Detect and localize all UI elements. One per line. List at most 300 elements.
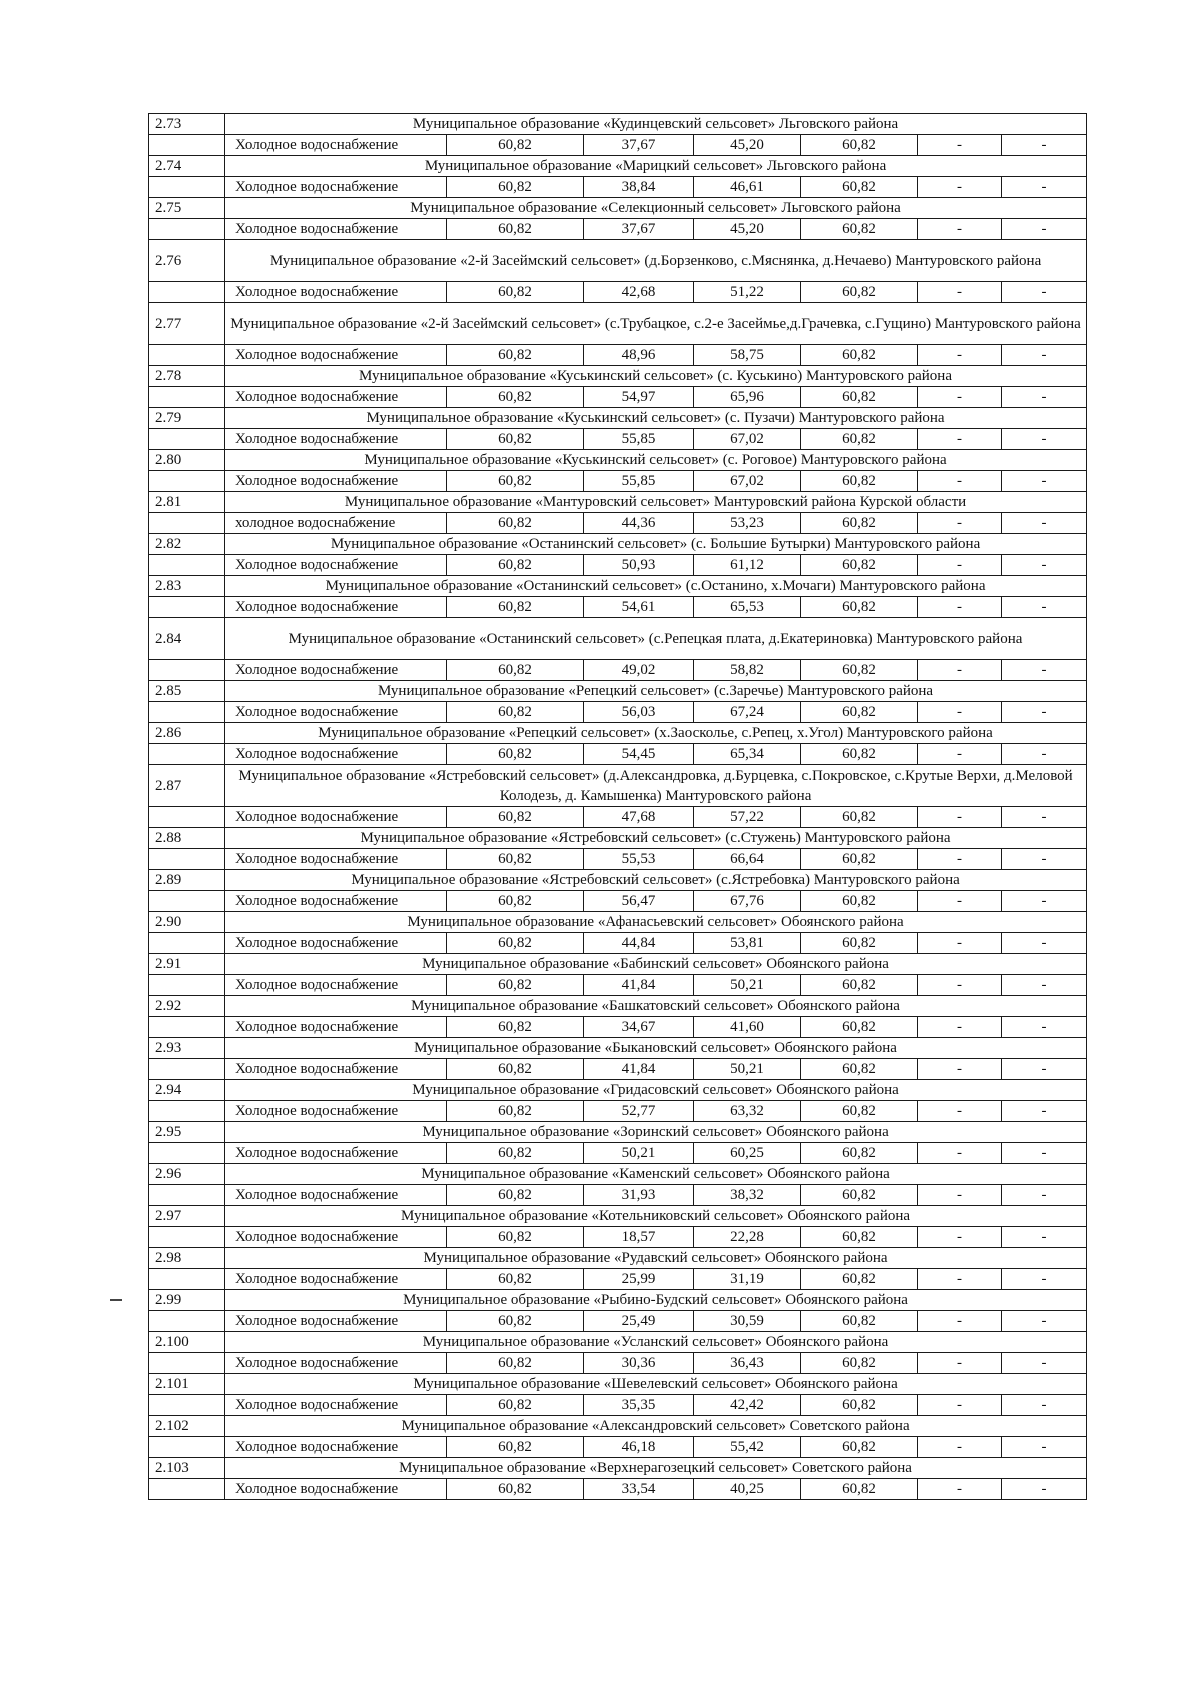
service-name: Холодное водоснабжение (225, 744, 447, 765)
tariff-value: - (918, 282, 1002, 303)
tariff-value: - (918, 975, 1002, 996)
service-row (149, 282, 1087, 303)
tariff-value: - (1002, 1143, 1087, 1164)
tariff-value: - (1002, 1227, 1087, 1248)
tariff-value: 65,34 (694, 744, 801, 765)
tariff-value: - (1002, 1311, 1087, 1332)
tariff-value: - (918, 1269, 1002, 1290)
municipality-title: Муниципальное образование «Куськинский сельсовет» (с. Куськино) Мантуровского района (225, 366, 1087, 387)
row-number-blank (149, 1395, 225, 1416)
tariff-value: 56,47 (584, 891, 694, 912)
tariff-value: - (918, 1311, 1002, 1332)
tariff-value: - (918, 744, 1002, 765)
municipality-row (149, 1290, 1087, 1311)
service-row (149, 429, 1087, 450)
tariff-value: 60,82 (447, 1185, 584, 1206)
tariff-value: 60,82 (801, 702, 918, 723)
row-number: 2.97 (149, 1206, 225, 1227)
tariff-value: 60,82 (447, 597, 584, 618)
tariff-value: 60,82 (801, 1227, 918, 1248)
service-name: Холодное водоснабжение (225, 849, 447, 870)
service-row (149, 471, 1087, 492)
tariff-value: 41,84 (584, 975, 694, 996)
tariff-value: 25,99 (584, 1269, 694, 1290)
service-row (149, 807, 1087, 828)
row-number-blank (149, 744, 225, 765)
row-number: 2.96 (149, 1164, 225, 1185)
row-number-blank (149, 219, 225, 240)
municipality-row (149, 1206, 1087, 1227)
tariff-value: 45,20 (694, 135, 801, 156)
tariff-value: - (918, 219, 1002, 240)
row-number: 2.86 (149, 723, 225, 744)
municipality-title: Муниципальное образование «Ястребовский сельсовет» (с.Ястребовка) Мантуровского района (225, 870, 1087, 891)
tariff-value: 42,68 (584, 282, 694, 303)
row-number: 2.90 (149, 912, 225, 933)
tariff-value: - (918, 1437, 1002, 1458)
row-number-blank (149, 345, 225, 366)
tariff-value: 41,84 (584, 1059, 694, 1080)
tariff-value: - (1002, 471, 1087, 492)
tariff-value: 60,82 (447, 975, 584, 996)
tariff-value: 60,82 (801, 1143, 918, 1164)
tariff-value: 60,82 (801, 429, 918, 450)
tariff-value: 35,35 (584, 1395, 694, 1416)
service-name: Холодное водоснабжение (225, 429, 447, 450)
tariff-value: 60,82 (801, 219, 918, 240)
row-number-blank (149, 1143, 225, 1164)
municipality-row (149, 870, 1087, 891)
service-name: Холодное водоснабжение (225, 702, 447, 723)
tariff-value: 67,76 (694, 891, 801, 912)
row-number: 2.103 (149, 1458, 225, 1479)
tariff-value: - (918, 1101, 1002, 1122)
service-row (149, 933, 1087, 954)
tariff-value: 34,67 (584, 1017, 694, 1038)
row-number: 2.78 (149, 366, 225, 387)
tariff-value: - (1002, 387, 1087, 408)
municipality-title: Муниципальное образование «Ястребовский сельсовет» (д.Александровка, д.Бурцевка, с.Покровское, с.Крутые Верхи, д.Меловой Колодезь, д. Камышенка) Мантуровского района (225, 765, 1087, 807)
tariff-value: 55,85 (584, 429, 694, 450)
service-row (149, 387, 1087, 408)
tariff-value: 60,82 (447, 429, 584, 450)
municipality-title: Муниципальное образование «Быкановский сельсовет» Обоянского района (225, 1038, 1087, 1059)
row-number-blank (149, 1479, 225, 1500)
tariff-value: 37,67 (584, 135, 694, 156)
row-number: 2.84 (149, 618, 225, 660)
tariff-value: 60,82 (801, 282, 918, 303)
tariff-value: - (918, 555, 1002, 576)
tariff-value: 60,82 (447, 135, 584, 156)
tariff-value: 60,82 (447, 1395, 584, 1416)
tariff-value: 60,82 (801, 135, 918, 156)
row-number-blank (149, 1311, 225, 1332)
tariff-value: 60,82 (447, 702, 584, 723)
service-row (149, 1437, 1087, 1458)
municipality-title: Муниципальное образование «Селекционный сельсовет» Льговского района (225, 198, 1087, 219)
service-row (149, 849, 1087, 870)
tariff-value: 60,82 (447, 933, 584, 954)
tariff-value: 53,81 (694, 933, 801, 954)
tariff-value: 40,25 (694, 1479, 801, 1500)
tariff-value: 60,25 (694, 1143, 801, 1164)
tariff-value: 60,82 (801, 1395, 918, 1416)
tariff-value: - (918, 1185, 1002, 1206)
tariff-value: - (918, 1395, 1002, 1416)
row-number-blank (149, 975, 225, 996)
tariff-value: 60,82 (801, 744, 918, 765)
row-number-blank (149, 429, 225, 450)
tariff-value: - (1002, 849, 1087, 870)
tariff-value: - (918, 660, 1002, 681)
service-row (149, 744, 1087, 765)
service-name: Холодное водоснабжение (225, 1437, 447, 1458)
municipality-row (149, 828, 1087, 849)
tariff-value: 50,21 (584, 1143, 694, 1164)
tariff-value: 54,45 (584, 744, 694, 765)
service-name: Холодное водоснабжение (225, 1311, 447, 1332)
tariff-value: 60,82 (447, 1479, 584, 1500)
tariff-value: 60,82 (447, 555, 584, 576)
tariff-value: 51,22 (694, 282, 801, 303)
municipality-title: Муниципальное образование «Башкатовский сельсовет» Обоянского района (225, 996, 1087, 1017)
row-number-blank (149, 933, 225, 954)
tariff-table-page (148, 113, 1086, 1500)
service-row (149, 1479, 1087, 1500)
row-number-blank (149, 1227, 225, 1248)
municipality-row (149, 1164, 1087, 1185)
row-number: 2.99 (149, 1290, 225, 1311)
tariff-value: 49,02 (584, 660, 694, 681)
row-number: 2.77 (149, 303, 225, 345)
municipality-row (149, 1248, 1087, 1269)
tariff-value: - (1002, 1017, 1087, 1038)
row-number-blank (149, 1059, 225, 1080)
tariff-value: 60,82 (447, 660, 584, 681)
row-number-blank (149, 555, 225, 576)
row-number: 2.98 (149, 1248, 225, 1269)
service-name: Холодное водоснабжение (225, 555, 447, 576)
tariff-value: 60,82 (801, 177, 918, 198)
municipality-row (149, 114, 1087, 135)
tariff-value: - (918, 849, 1002, 870)
municipality-row (149, 681, 1087, 702)
row-number-blank (149, 177, 225, 198)
municipality-title: Муниципальное образование «Куськинский сельсовет» (с. Пузачи) Мантуровского района (225, 408, 1087, 429)
tariff-value: 31,93 (584, 1185, 694, 1206)
row-number: 2.91 (149, 954, 225, 975)
tariff-value: 60,82 (447, 282, 584, 303)
row-number-blank (149, 1101, 225, 1122)
service-name: Холодное водоснабжение (225, 471, 447, 492)
tariff-value: 33,54 (584, 1479, 694, 1500)
tariff-value: 60,82 (447, 1269, 584, 1290)
tariff-value: 55,53 (584, 849, 694, 870)
tariff-value: 47,68 (584, 807, 694, 828)
tariff-value: 60,82 (447, 1311, 584, 1332)
row-number-blank (149, 1353, 225, 1374)
tariff-value: 60,82 (801, 849, 918, 870)
tariff-value: 60,82 (447, 1353, 584, 1374)
tariff-value: 36,43 (694, 1353, 801, 1374)
service-row (149, 555, 1087, 576)
tariff-table (148, 113, 1087, 1500)
tariff-value: 60,82 (447, 471, 584, 492)
row-number-blank (149, 387, 225, 408)
municipality-row (149, 1332, 1087, 1353)
tariff-value: - (918, 345, 1002, 366)
service-row (149, 597, 1087, 618)
row-number-blank (149, 660, 225, 681)
tariff-value: - (1002, 702, 1087, 723)
tariff-value: - (918, 1227, 1002, 1248)
municipality-title: Муниципальное образование «Кудинцевский сельсовет» Льговского района (225, 114, 1087, 135)
tariff-value: 60,82 (447, 891, 584, 912)
tariff-value: 60,82 (801, 345, 918, 366)
row-number-blank (149, 513, 225, 534)
tariff-value: - (918, 1059, 1002, 1080)
service-name: Холодное водоснабжение (225, 933, 447, 954)
municipality-title: Муниципальное образование «Рудавский сельсовет» Обоянского района (225, 1248, 1087, 1269)
municipality-row (149, 240, 1087, 282)
tariff-value: 60,82 (447, 177, 584, 198)
municipality-row (149, 723, 1087, 744)
municipality-row (149, 618, 1087, 660)
service-name: Холодное водоснабжение (225, 1017, 447, 1038)
tariff-value: 55,85 (584, 471, 694, 492)
row-number: 2.102 (149, 1416, 225, 1437)
service-row (149, 660, 1087, 681)
service-name: Холодное водоснабжение (225, 1353, 447, 1374)
service-name: Холодное водоснабжение (225, 1269, 447, 1290)
tariff-value: - (918, 597, 1002, 618)
service-name: Холодное водоснабжение (225, 1059, 447, 1080)
tariff-value: - (1002, 429, 1087, 450)
tariff-value: 60,82 (447, 387, 584, 408)
service-name: Холодное водоснабжение (225, 135, 447, 156)
row-number: 2.87 (149, 765, 225, 807)
tariff-value: 57,22 (694, 807, 801, 828)
row-number-blank (149, 282, 225, 303)
tariff-value: 56,03 (584, 702, 694, 723)
tariff-value: - (1002, 1353, 1087, 1374)
tariff-value: - (1002, 513, 1087, 534)
municipality-title: Муниципальное образование «Зоринский сельсовет» Обоянского района (225, 1122, 1087, 1143)
service-row (149, 513, 1087, 534)
service-row (149, 345, 1087, 366)
row-number-blank (149, 807, 225, 828)
tariff-value: 30,59 (694, 1311, 801, 1332)
service-name: Холодное водоснабжение (225, 807, 447, 828)
tariff-value: 42,42 (694, 1395, 801, 1416)
service-name: Холодное водоснабжение (225, 387, 447, 408)
service-row (149, 1017, 1087, 1038)
row-number-blank (149, 471, 225, 492)
service-name: Холодное водоснабжение (225, 1143, 447, 1164)
municipality-title: Муниципальное образование «Марицкий сельсовет» Льговского района (225, 156, 1087, 177)
row-number-blank (149, 597, 225, 618)
service-row (149, 1353, 1087, 1374)
municipality-title: Муниципальное образование «2-й Засеймский сельсовет» (с.Трубацкое, с.2-е Засеймье,д.Грачевка, с.Гущино) Мантуровского района (225, 303, 1087, 345)
tariff-value: - (1002, 933, 1087, 954)
municipality-row (149, 1458, 1087, 1479)
municipality-row (149, 366, 1087, 387)
municipality-title: Муниципальное образование «Останинский сельсовет» (с.Репецкая плата, д.Екатериновка) Мантуровского района (225, 618, 1087, 660)
tariff-value: 60,82 (801, 933, 918, 954)
tariff-value: 67,02 (694, 429, 801, 450)
tariff-value: - (1002, 975, 1087, 996)
tariff-table-body (149, 114, 1087, 1500)
tariff-value: 45,20 (694, 219, 801, 240)
municipality-row (149, 1374, 1087, 1395)
tariff-value: - (918, 1017, 1002, 1038)
row-number-blank (149, 1437, 225, 1458)
tariff-value: 60,82 (801, 807, 918, 828)
municipality-row (149, 492, 1087, 513)
service-name: Холодное водоснабжение (225, 219, 447, 240)
tariff-value: - (918, 1353, 1002, 1374)
tariff-value: - (1002, 555, 1087, 576)
municipality-row (149, 1122, 1087, 1143)
municipality-title: Муниципальное образование «Останинский сельсовет» (с.Останино, х.Мочаги) Мантуровского района (225, 576, 1087, 597)
tariff-value: - (918, 471, 1002, 492)
tariff-value: 67,24 (694, 702, 801, 723)
service-name: Холодное водоснабжение (225, 1479, 447, 1500)
tariff-value: - (1002, 807, 1087, 828)
tariff-value: 18,57 (584, 1227, 694, 1248)
tariff-value: 55,42 (694, 1437, 801, 1458)
municipality-row (149, 1038, 1087, 1059)
municipality-title: Муниципальное образование «Усланский сельсовет» Обоянского района (225, 1332, 1087, 1353)
tariff-value: - (1002, 1437, 1087, 1458)
municipality-row (149, 534, 1087, 555)
tariff-value: 54,97 (584, 387, 694, 408)
municipality-row (149, 576, 1087, 597)
row-number-blank (149, 1269, 225, 1290)
tariff-value: 50,21 (694, 975, 801, 996)
tariff-value: 60,82 (447, 1017, 584, 1038)
row-number: 2.93 (149, 1038, 225, 1059)
tariff-value: - (1002, 660, 1087, 681)
tariff-value: 38,32 (694, 1185, 801, 1206)
tariff-value: 60,82 (447, 849, 584, 870)
tariff-value: 60,82 (801, 1101, 918, 1122)
tariff-value: 54,61 (584, 597, 694, 618)
tariff-value: - (1002, 597, 1087, 618)
municipality-row (149, 1080, 1087, 1101)
municipality-row (149, 996, 1087, 1017)
row-number: 2.94 (149, 1080, 225, 1101)
service-row (149, 1269, 1087, 1290)
service-name: Холодное водоснабжение (225, 597, 447, 618)
tariff-value: 60,82 (447, 807, 584, 828)
tariff-value: 60,82 (447, 1059, 584, 1080)
service-name: Холодное водоснабжение (225, 660, 447, 681)
tariff-value: 30,36 (584, 1353, 694, 1374)
tariff-value: 52,77 (584, 1101, 694, 1122)
row-number: 2.81 (149, 492, 225, 513)
row-number: 2.75 (149, 198, 225, 219)
tariff-value: 60,82 (801, 513, 918, 534)
tariff-value: 41,60 (694, 1017, 801, 1038)
row-number-blank (149, 891, 225, 912)
service-row (149, 975, 1087, 996)
service-name: Холодное водоснабжение (225, 345, 447, 366)
tariff-value: 25,49 (584, 1311, 694, 1332)
tariff-value: 37,67 (584, 219, 694, 240)
service-name: Холодное водоснабжение (225, 975, 447, 996)
row-number-blank (149, 849, 225, 870)
tariff-value: - (1002, 744, 1087, 765)
tariff-value: - (1002, 282, 1087, 303)
municipality-title: Муниципальное образование «2-й Засеймский сельсовет» (д.Борзенково, с.Мяснянка, д.Нечаево) Мантуровского района (225, 240, 1087, 282)
tariff-value: 60,82 (801, 891, 918, 912)
service-row (149, 1227, 1087, 1248)
tariff-value: 60,82 (447, 513, 584, 534)
municipality-title: Муниципальное образование «Шевелевский сельсовет» Обоянского района (225, 1374, 1087, 1395)
tariff-value: - (1002, 1269, 1087, 1290)
municipality-row (149, 303, 1087, 345)
tariff-value: - (1002, 891, 1087, 912)
municipality-title: Муниципальное образование «Рыбино-Будский сельсовет» Обоянского района (225, 1290, 1087, 1311)
service-name: Холодное водоснабжение (225, 177, 447, 198)
tariff-value: 60,82 (801, 1479, 918, 1500)
municipality-title: Муниципальное образование «Верхнерагозецкий сельсовет» Советского района (225, 1458, 1087, 1479)
municipality-title: Муниципальное образование «Ястребовский сельсовет» (с.Стужень) Мантуровского района (225, 828, 1087, 849)
row-number: 2.85 (149, 681, 225, 702)
tariff-value: - (918, 1479, 1002, 1500)
tariff-value: - (918, 1143, 1002, 1164)
tariff-value: - (1002, 345, 1087, 366)
tariff-value: 50,93 (584, 555, 694, 576)
row-number-blank (149, 702, 225, 723)
tariff-value: - (918, 387, 1002, 408)
municipality-title: Муниципальное образование «Котельниковский сельсовет» Обоянского района (225, 1206, 1087, 1227)
municipality-title: Муниципальное образование «Александровский сельсовет» Советского района (225, 1416, 1087, 1437)
row-number: 2.100 (149, 1332, 225, 1353)
tariff-value: 61,12 (694, 555, 801, 576)
row-number: 2.88 (149, 828, 225, 849)
tariff-value: 50,21 (694, 1059, 801, 1080)
municipality-title: Муниципальное образование «Афанасьевский сельсовет» Обоянского района (225, 912, 1087, 933)
tariff-value: - (918, 177, 1002, 198)
row-number: 2.101 (149, 1374, 225, 1395)
tariff-value: 60,82 (801, 1017, 918, 1038)
tariff-value: - (1002, 1395, 1087, 1416)
service-row (149, 702, 1087, 723)
tariff-value: - (918, 807, 1002, 828)
service-row (149, 1185, 1087, 1206)
row-number: 2.89 (149, 870, 225, 891)
municipality-title: Муниципальное образование «Останинский сельсовет» (с. Большие Бутырки) Мантуровского района (225, 534, 1087, 555)
tariff-value: 60,82 (801, 1353, 918, 1374)
municipality-title: Муниципальное образование «Гридасовский сельсовет» Обоянского района (225, 1080, 1087, 1101)
row-number-blank (149, 1185, 225, 1206)
municipality-row (149, 198, 1087, 219)
tariff-value: 53,23 (694, 513, 801, 534)
municipality-row (149, 156, 1087, 177)
tariff-value: - (918, 135, 1002, 156)
tariff-value: 58,82 (694, 660, 801, 681)
municipality-row (149, 408, 1087, 429)
municipality-row (149, 954, 1087, 975)
tariff-value: 46,18 (584, 1437, 694, 1458)
service-row (149, 219, 1087, 240)
row-number: 2.79 (149, 408, 225, 429)
row-number: 2.74 (149, 156, 225, 177)
tariff-value: - (1002, 177, 1087, 198)
row-number: 2.76 (149, 240, 225, 282)
